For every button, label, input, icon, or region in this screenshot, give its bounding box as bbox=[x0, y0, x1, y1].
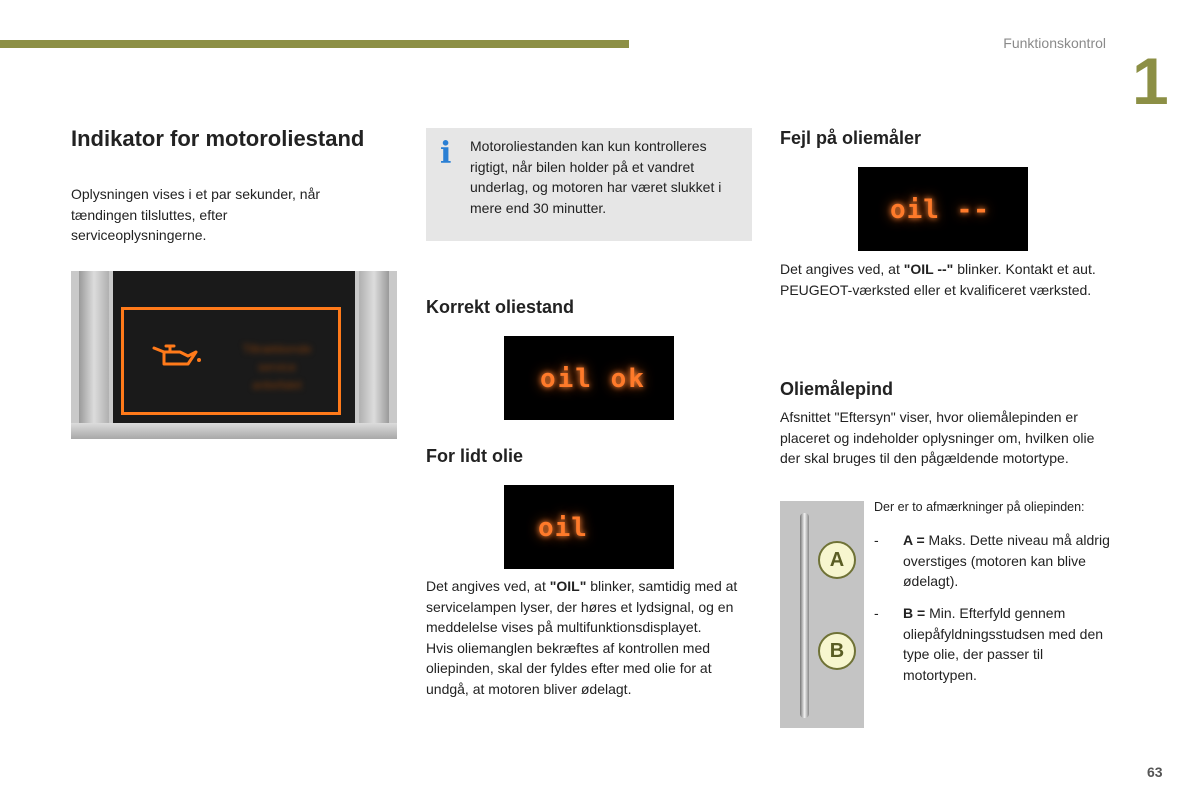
fault-code: "OIL --" bbox=[903, 261, 954, 277]
bullet-dash: - bbox=[874, 532, 879, 548]
info-box bbox=[426, 128, 752, 241]
low-oil-text-end: blinker, samtidig med at servicelampen lyser, der høres et lydsignal, og en meddelelse vises på multifunktionsdisplayet. bbox=[426, 578, 738, 635]
section-label: Funktionskontrol bbox=[1003, 35, 1106, 51]
dipstick-rod bbox=[800, 513, 809, 718]
correct-level-title: Korrekt oliestand bbox=[426, 297, 575, 317]
list-item-a-key: A = bbox=[903, 532, 925, 548]
oil-low-readout: oil bbox=[538, 513, 588, 543]
dipstick-image bbox=[780, 501, 864, 728]
dashboard-message: Tiltrækkende service anbefalet bbox=[242, 342, 312, 392]
dashboard-warning-frame bbox=[121, 307, 341, 415]
dipstick-title: Oliemålepind bbox=[780, 379, 894, 399]
dipstick-text: Afsnittet "Eftersyn" viser, hvor oliemålepinden er placeret og indeholder oplysninger om, hvilken olie der skal bruges til den pågældende motortype. bbox=[780, 409, 1095, 466]
dipstick-note: Der er to afmærkninger på oliepinden: bbox=[874, 500, 1085, 514]
oil-ok-readout: oil ok bbox=[540, 364, 646, 394]
intro-text: Oplysningen vises i et par sekunder, når tændingen tilsluttes, efter serviceoplysningerne. bbox=[71, 186, 321, 243]
dashboard-screen bbox=[113, 271, 355, 423]
list-item-b-key: B = bbox=[903, 605, 926, 621]
page-number: 63 bbox=[1147, 764, 1163, 780]
low-oil-title: For lidt olie bbox=[426, 446, 523, 466]
page-title: Indikator for motoroliestand bbox=[71, 126, 365, 151]
mark-a-badge: A bbox=[818, 541, 856, 579]
bullet-dash: - bbox=[874, 605, 879, 621]
chapter-number: 1 bbox=[1132, 44, 1169, 118]
fault-title: Fejl på oliemåler bbox=[780, 128, 922, 148]
low-oil-advice: Hvis oliemanglen bekræftes af kontrollen med oliepinden, skal der fyldes efter med olie for at undgå, at motoren bliver ødelagt. bbox=[426, 639, 712, 697]
list-item-b-desc: Min. Efterfyld gennem oliepåfyldningsstudsen med den type olie, der passer til motortypen. bbox=[903, 605, 1104, 683]
info-icon: i bbox=[440, 136, 452, 171]
low-oil-code: "OIL" bbox=[549, 578, 587, 594]
fault-text bbox=[780, 259, 1110, 300]
info-text: Motoroliestanden kan kun kontrolleres rigtigt, når bilen holder på et vandret underlag, og motoren har været slukket i mere end 30 minutter. bbox=[470, 138, 722, 216]
list-item-a-text bbox=[903, 530, 1113, 592]
fault-text-start: Det angives ved, at bbox=[780, 261, 904, 277]
dashboard-bottom-trim bbox=[71, 423, 397, 439]
low-oil-text-start: Det angives ved, at bbox=[426, 578, 550, 594]
oil-can-icon bbox=[150, 340, 202, 370]
dashboard-right-trim bbox=[359, 271, 389, 439]
list-item-a-desc: Maks. Dette niveau må aldrig overstiges (motoren kan blive ødelagt). bbox=[903, 532, 1110, 589]
oil-low-display bbox=[504, 485, 674, 569]
oil-fault-display bbox=[858, 167, 1028, 251]
header-rule bbox=[0, 40, 629, 48]
fault-text-end: blinker. Kontakt et aut. PEUGEOT-værksted eller et kvalificeret værksted. bbox=[780, 261, 1096, 298]
dashboard-image bbox=[71, 271, 397, 439]
low-oil-text bbox=[426, 576, 748, 699]
dashboard-left-trim bbox=[79, 271, 109, 439]
list-item-b bbox=[874, 603, 1114, 685]
list-item-b-text bbox=[903, 603, 1113, 685]
oil-ok-display bbox=[504, 336, 674, 420]
list-item-a bbox=[874, 530, 1114, 592]
mark-b-badge: B bbox=[818, 632, 856, 670]
oil-fault-readout: oil -- bbox=[890, 195, 990, 225]
